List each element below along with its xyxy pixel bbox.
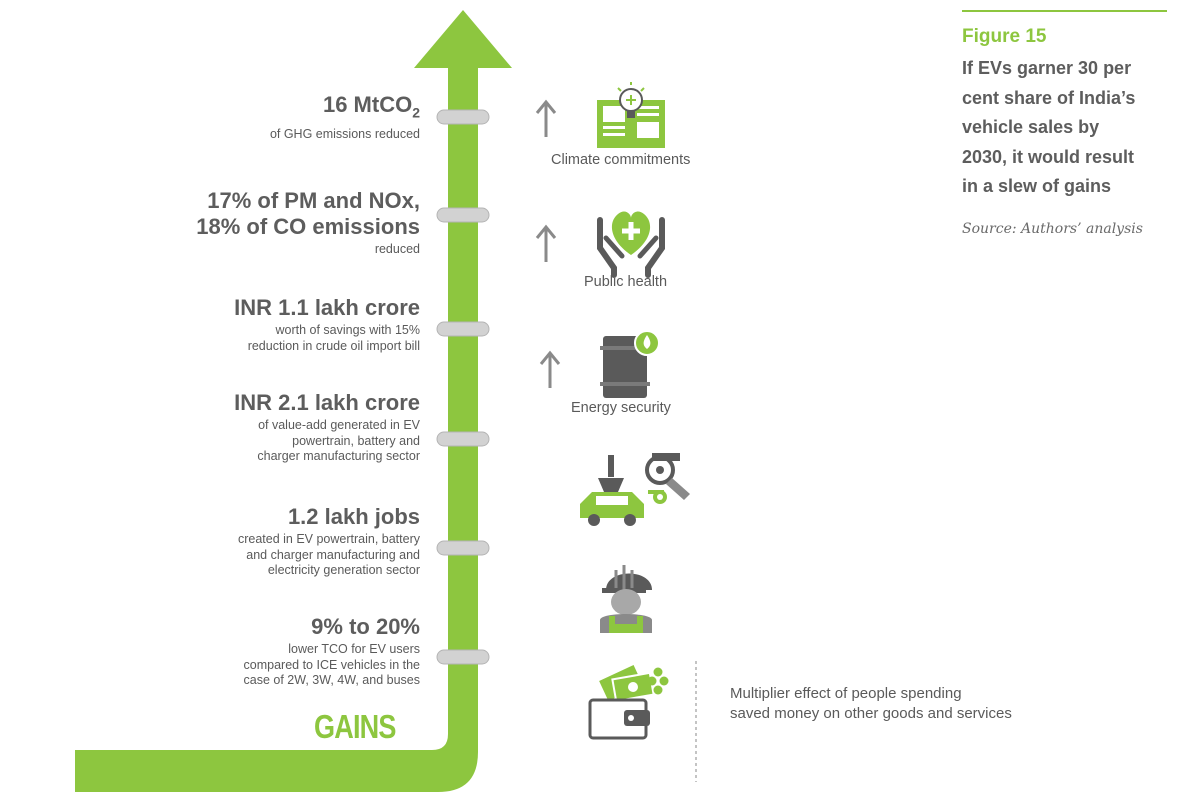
arrow-ring <box>437 110 489 124</box>
worker-helmet-icon <box>600 565 652 633</box>
up-arrow-icon <box>537 102 555 137</box>
gain-description: created in EV powertrain, battery and charger manufacturing and electricity generation sector <box>237 532 420 577</box>
gain-tco <box>244 614 420 689</box>
figure-label: Figure 15 <box>962 26 1047 47</box>
gain-value-add <box>234 390 420 465</box>
category-label-climate: Climate commitments <box>551 152 691 168</box>
climate-book-lightbulb-icon <box>597 82 665 148</box>
oil-barrel-icon <box>600 331 659 398</box>
category-label-health: Public health <box>584 274 668 290</box>
gain-title: INR 1.1 lakh crore <box>234 295 420 320</box>
gain-title: 17% of PM and NOx, 18% of CO emissions <box>196 188 420 239</box>
arrow-ring <box>437 650 489 664</box>
arrow-ring <box>437 541 489 555</box>
gain-oil-savings <box>234 295 420 354</box>
arrow-label: GAINS <box>314 708 396 745</box>
gain-title: 16 MtCO$_2$ <box>322 92 420 121</box>
category-label-energy: Energy security <box>571 400 671 416</box>
up-arrow-icon <box>541 353 559 388</box>
gain-ghg <box>270 92 420 143</box>
figure-rule <box>962 10 1167 12</box>
arrow-ring <box>437 432 489 446</box>
gain-title: 9% to 20% <box>311 614 420 639</box>
wallet-money-icon <box>590 665 669 738</box>
arrow-ring <box>437 322 489 336</box>
up-arrow-icon <box>537 227 555 262</box>
figure-title: If EVs garner 30 per cent share of India’s vehicle sales by 2030, it would result in a slew of gains <box>962 58 1136 196</box>
multiplier-text: Multiplier effect of people spending saved money on other goods and services <box>730 685 1012 722</box>
gain-description: worth of savings with 15% reduction in crude oil import bill <box>247 323 420 353</box>
gain-pollutants <box>196 188 420 258</box>
gain-description: reduced <box>374 242 420 256</box>
hands-heart-icon <box>600 211 662 275</box>
gain-title: 1.2 lakh jobs <box>287 504 420 529</box>
gain-description: of value-add generated in EV powertrain, battery and charger manufacturing sector <box>257 418 420 463</box>
gain-title: INR 2.1 lakh crore <box>234 390 420 415</box>
figure-source: Source: Authors’ analysis <box>962 221 1143 237</box>
arrow-ring <box>437 208 489 222</box>
car-manufacturing-icon <box>580 453 690 526</box>
gain-description: of GHG emissions reduced <box>269 127 420 142</box>
gain-description: lower TCO for EV users compared to ICE vehicles in the case of 2W, 3W, 4W, and buses <box>243 642 420 687</box>
gain-jobs <box>238 504 420 579</box>
